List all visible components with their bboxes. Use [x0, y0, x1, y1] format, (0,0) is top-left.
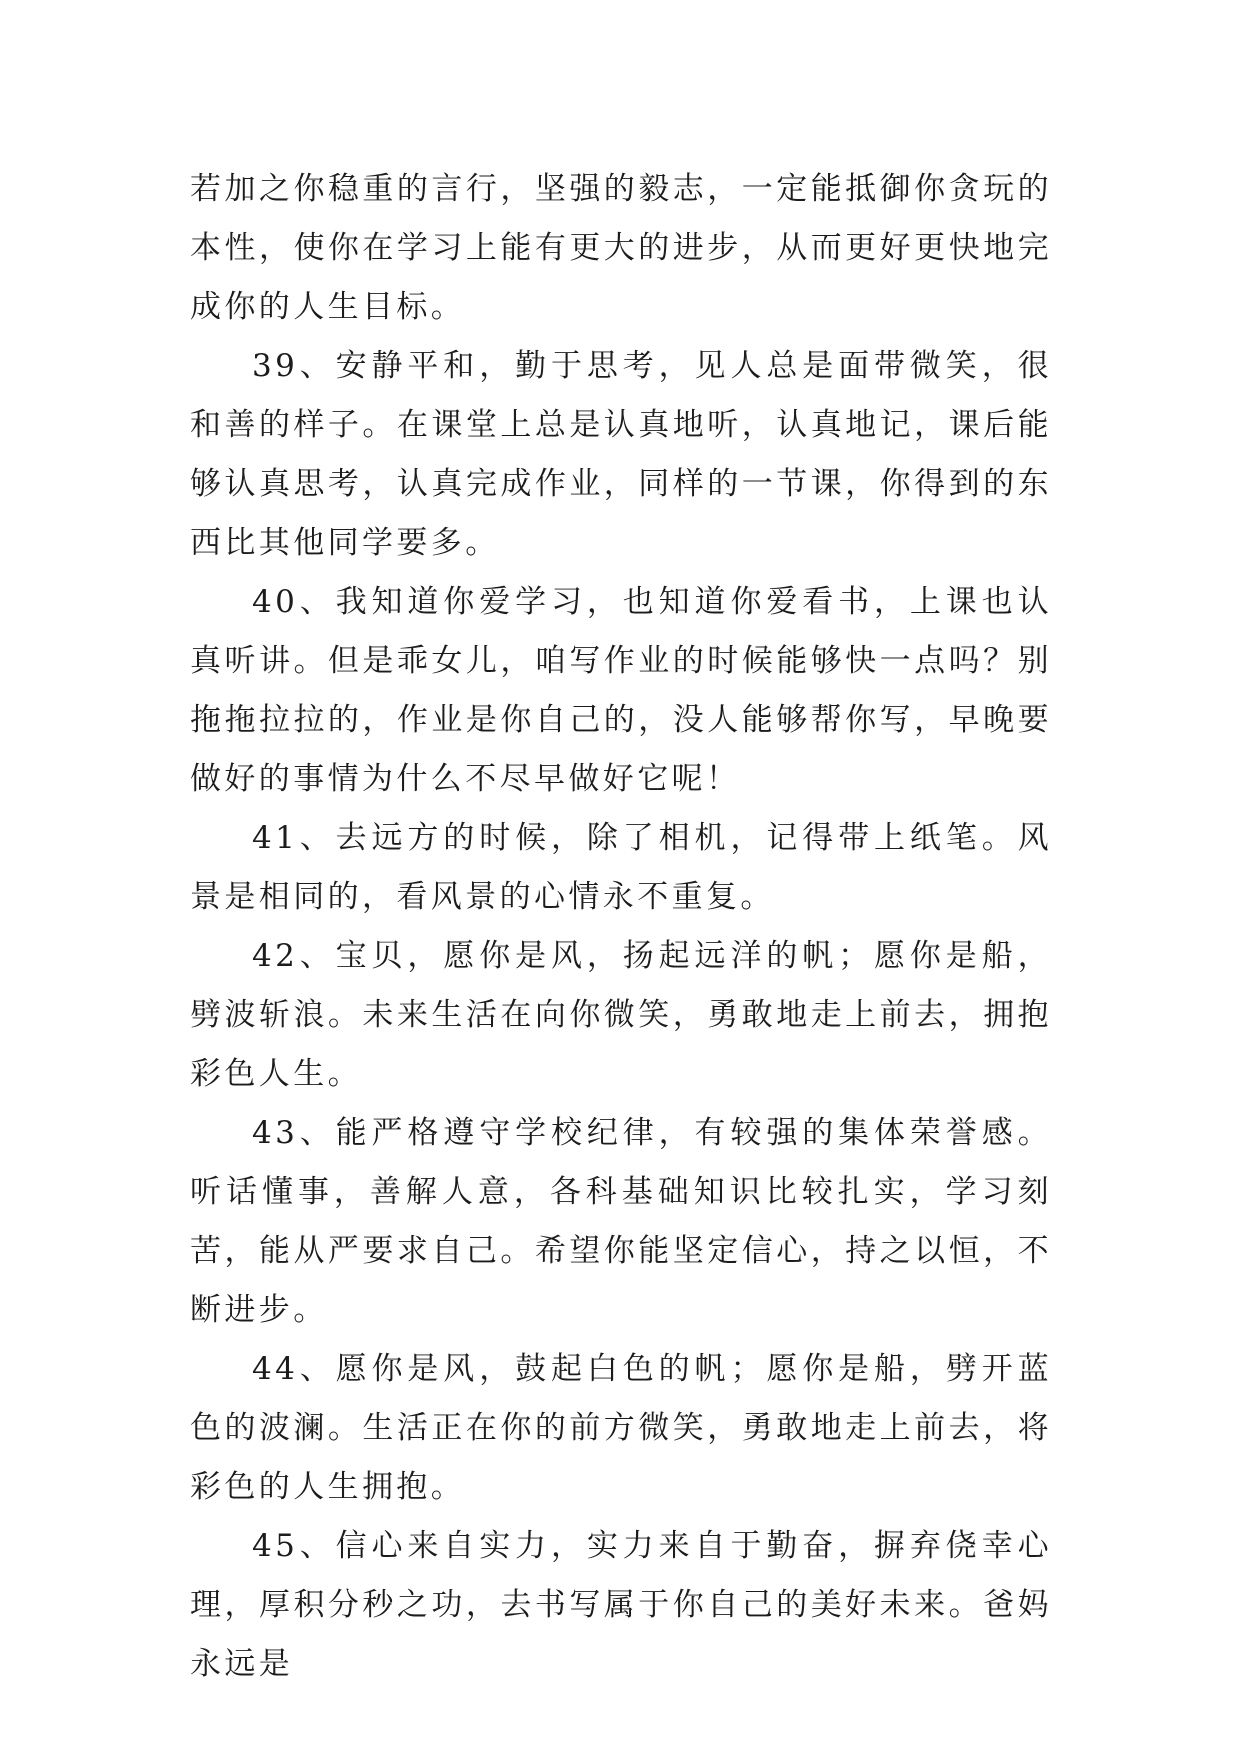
paragraph-42: 42、宝贝，愿你是风，扬起远洋的帆；愿你是船，劈波斩浪。未来生活在向你微笑，勇敢地走上前去，拥抱彩色人生。 [190, 938, 1052, 1092]
paragraph-45: 45、信心来自实力，实力来自于勤奋，摒弃侥幸心理，厚积分秒之功，去书写属于你自己的美好未来。爸妈永远是 [190, 1528, 1052, 1682]
paragraph-44: 44、愿你是风，鼓起白色的帆；愿你是船，劈开蓝色的波澜。生活正在你的前方微笑，勇敢地走上前去，将彩色的人生拥抱。 [190, 1351, 1052, 1505]
paragraph-40: 40、我知道你爱学习，也知道你爱看书，上课也认真听讲。但是乖女儿，咱写作业的时候能够快一点吗？别拖拖拉拉的，作业是你自己的，没人能够帮你写，早晚要做好的事情为什么不尽早做好它呢！ [190, 584, 1052, 797]
paragraph-continued: 若加之你稳重的言行，坚强的毅志，一定能抵御你贪玩的本性，使你在学习上能有更大的进步，从而更好更快地完成你的人生目标。 [190, 171, 1052, 325]
paragraph-43: 43、能严格遵守学校纪律，有较强的集体荣誉感。听话懂事，善解人意，各科基础知识比较扎实，学习刻苦，能从严要求自己。希望你能坚定信心，持之以恒，不断进步。 [190, 1115, 1052, 1328]
document-page [190, 160, 1052, 1694]
paragraph-41: 41、去远方的时候，除了相机，记得带上纸笔。风景是相同的，看风景的心情永不重复。 [190, 820, 1052, 915]
paragraph-39: 39、安静平和，勤于思考，见人总是面带微笑，很和善的样子。在课堂上总是认真地听，认真地记，课后能够认真思考，认真完成作业，同样的一节课，你得到的东西比其他同学要多。 [190, 348, 1052, 561]
